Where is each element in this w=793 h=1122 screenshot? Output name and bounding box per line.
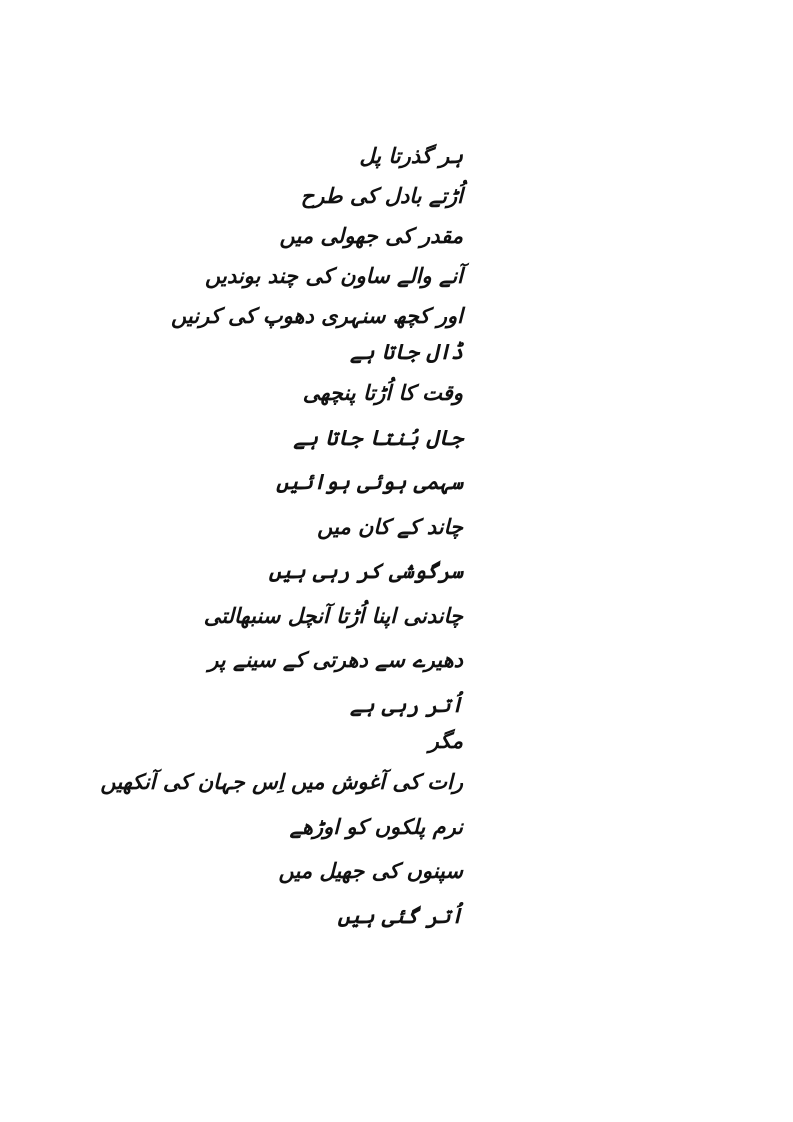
poem-line: مگر <box>428 729 463 753</box>
poem-line: سرگوشی کر رہی ہیں <box>268 559 463 583</box>
poem-line: مقدر کی جھولی میں <box>279 224 463 248</box>
poem-line: سہمی ہوئی ہوائیں <box>276 470 463 494</box>
poem-line: رات کی آغوش میں اِس جہان کی آنکھیں <box>100 770 463 794</box>
poem-line: اور کچھ سنہری دھوپ کی کرنیں <box>170 304 463 328</box>
poem-line: وقت کا اُڑتا پنچھی <box>302 381 463 405</box>
poem-line: سپنوں کی جھیل میں <box>278 859 463 883</box>
poem-line: آنے والے ساون کی چند بوندیں <box>204 264 463 288</box>
poem-line: ڈال جاتا ہے <box>349 340 463 364</box>
poem-line: اُتر رہی ہے <box>349 693 463 717</box>
poem-line: اُتر گئی ہیں <box>337 904 463 928</box>
poem-line: نرم پلکوں کو اوڑھے <box>289 815 463 839</box>
poem-line: چاندنی اپنا اُڑتا آنچل سنبھالتی <box>203 604 463 628</box>
poem-line: ہر گذرتا پل <box>359 144 463 168</box>
poem-line: جال بُنتا جاتا ہے <box>293 426 463 450</box>
poem-line: دھیرے سے دھرتی کے سینے پر <box>208 648 463 672</box>
poem <box>43 136 463 936</box>
poem-line: اُڑتے بادل کی طرح <box>300 184 463 208</box>
poem-line: چاند کے کان میں <box>317 515 463 539</box>
